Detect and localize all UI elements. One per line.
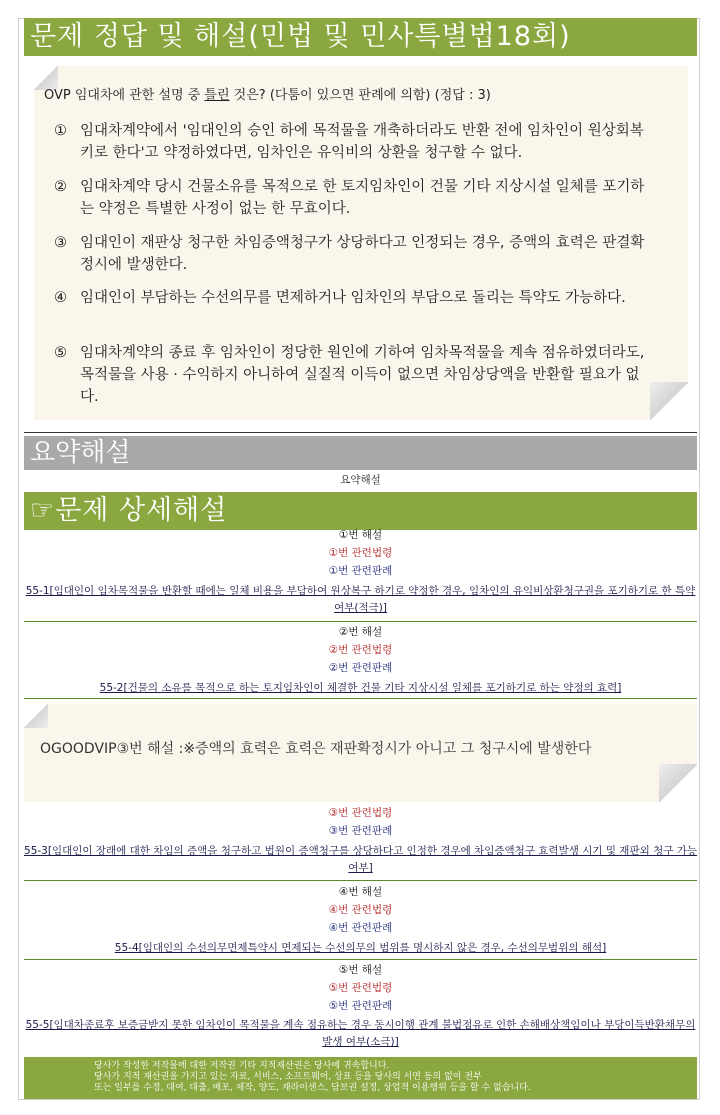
law-link-3[interactable]: ③번 관련법령 — [328, 807, 393, 819]
copyright-footer — [24, 1057, 697, 1099]
divider — [24, 621, 697, 622]
detail-banner: ☞문제 상세해설 — [24, 492, 697, 530]
precedent-link-3[interactable]: 55-3[임대인이 장래에 대한 차임의 증액을 청구하고 법원이 증액청구를 상당하다고 인정한 경우에 차임증액청구 효력발생 시기 및 재판외 청구 가능 여부] — [24, 845, 697, 874]
copyright-line-3: 또는 일부를 수정, 대여, 대출, 배포, 제작, 양도, 재라이센스, 담보권 설정, 상업적 이용행위 등을 할 수 없습니다. — [94, 1083, 531, 1093]
precedent-link-1[interactable]: 55-1[임대인이 임차목적물을 반환할 때에는 일체 비용을 부담하여 원상복구 하기로 약정한 경우, 임차인의 유익비상환청구권을 포기하기로 한 특약 여부(적극)] — [25, 585, 696, 614]
page-title: 문제 정답 및 해설(민법 및 민사특별법18회) — [24, 18, 697, 56]
page-fold-icon — [24, 704, 48, 728]
law-link-1[interactable]: ①번 관련법령 — [328, 547, 393, 559]
case-link-2[interactable]: ②번 관련판례 — [328, 662, 393, 674]
choice-2: ② 임대차계약 당시 건물소유를 목적으로 한 토지임차인이 건물 기타 지상시설 일체를 포기하는 약정은 특별한 사정이 없는 한 무효이다. — [54, 179, 645, 217]
explain-5: ⑤번 해설 — [338, 964, 383, 976]
precedent-link-4[interactable]: 55-4[임대인의 수선의무면제특약시 면제되는 수선의무의 범위를 명시하지 않은 경우, 수선의무범위의 해석] — [114, 942, 607, 954]
vip-explain-box — [24, 704, 697, 802]
case-link-4[interactable]: ④번 관련판례 — [328, 922, 393, 934]
choice-5: ⑤ 임대차계약의 종료 후 임차인이 정당한 원인에 기하여 임차목적물을 계속 점유하였더라도, 목적물을 사용 · 수익하지 아니하여 실질적 이득이 없으면 차임상당액을 반환할 필요가 없다. — [54, 345, 645, 405]
law-link-4[interactable]: ④번 관련법령 — [328, 904, 393, 916]
precedent-link-2[interactable]: 55-2[건물의 소유를 목적으로 하는 토지임차인이 체결한 건물 기타 지상시설 일체를 포기하기로 하는 약정의 효력] — [99, 682, 622, 694]
explain-2: ②번 해설 — [338, 626, 383, 638]
explain-4: ④번 해설 — [338, 886, 383, 898]
divider — [24, 880, 697, 881]
question-text: OVP 임대차에 관한 설명 중 틀린 것은? (다툼이 있으면 판례에 의함) (정답 : 3) — [44, 88, 491, 103]
summary-text: 요약해설 — [340, 474, 381, 486]
choice-3: ③ 임대인이 재판상 청구한 차임증액청구가 상당하다고 인정되는 경우, 증액의 효력은 판결확정시에 발생한다. — [54, 235, 645, 273]
summary-banner: 요약해설 — [24, 436, 697, 470]
copyright-line-1: 당사가 작성한 저작물에 대한 저작권 기타 지적재산권은 당사에 귀속합니다. — [94, 1061, 390, 1071]
vip-explain-3: OGOODVIP③번 해설 :※증액의 효력은 효력은 재판확정시가 아니고 그 청구시에 발생한다 — [40, 741, 592, 757]
question-box — [34, 66, 688, 420]
law-link-5[interactable]: ⑤번 관련법령 — [328, 982, 393, 994]
page-curl-icon — [650, 382, 688, 420]
explain-1: ①번 해설 — [338, 529, 383, 541]
copyright-line-2: 당사가 지적 재산권을 가지고 있는 자료, 서비스, 소프트웨어, 상표 등을 당사의 서면 동의 없이 전부 — [94, 1072, 482, 1082]
page-curl-icon — [659, 764, 697, 802]
case-link-5[interactable]: ⑤번 관련판례 — [328, 1000, 393, 1012]
divider — [24, 959, 697, 960]
question-keyword: 틀린 — [204, 88, 230, 103]
precedent-link-5[interactable]: 55-5[임대차종료후 보증금받지 못한 임차인이 목적물을 계속 점유하는 경우 동시이행 관계 불법점유로 인한 손해배상책임이나 부당이득반환채무의 발생 여부(소극)] — [25, 1019, 696, 1048]
law-link-2[interactable]: ②번 관련법령 — [328, 644, 393, 656]
divider — [24, 698, 697, 699]
divider — [24, 432, 697, 433]
choice-1: ① 임대차계약에서 '임대인의 승인 하에 목적물을 개축하더라도 반환 전에 임차인이 원상회복키로 한다'고 약정하였다면, 임차인은 유익비의 상환을 청구할 수 없다. — [54, 123, 644, 161]
case-link-3[interactable]: ③번 관련판례 — [328, 825, 393, 837]
choice-4: ④ 임대인이 부담하는 수선의무를 면제하거나 임차인의 부담으로 돌리는 특약도 가능하다. — [54, 290, 626, 306]
case-link-1[interactable]: ①번 관련판례 — [328, 565, 393, 577]
